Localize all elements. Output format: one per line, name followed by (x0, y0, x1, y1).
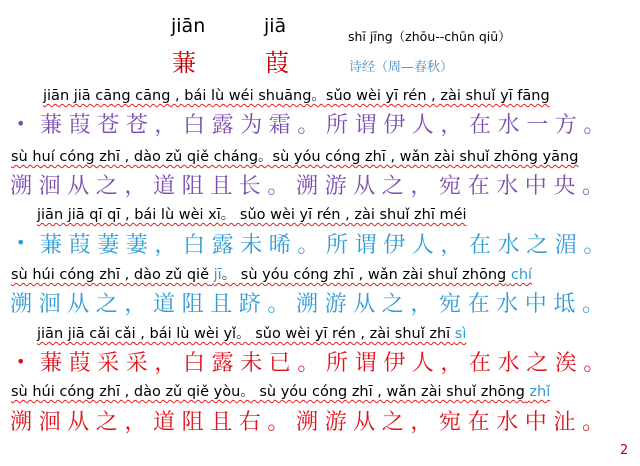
stanza-3-pinyin-a-main: jiān jiā cǎi cǎi , bái lù wèi yǐ。 sǔo wèi yī rén , zài shuǐ zhī (37, 326, 451, 342)
stanza-1-pinyin-b: sù huí cóng zhī , dào zǔ qiě cháng。sù yóu cóng zhī , wǎn zài shuǐ zhōng yāng (11, 149, 579, 165)
stanza-3-text-b: 溯洄从之，道阻且右。溯游从之，宛在水中沚。 (10, 410, 611, 435)
title-pinyin-2: jiā (264, 15, 287, 37)
stanza-1-text-a: 蒹葭苍苍，白露为霜。所谓伊人，在水一方。 (40, 113, 613, 138)
stanza-2-pinyin-a: jiān jiā qī qī , bái lù wèi xī。 sǔo wèi yī rén , zài shuǐ zhī méi (37, 207, 467, 223)
stanza-2-pinyin-b (11, 263, 532, 284)
stanza-3-pinyin-b (11, 380, 550, 401)
stanza-1-pinyin-a: jiān jiā cāng cāng , bái lù wéi shuāng。sǔo wèi yī rén , zài shuǐ yī fāng (43, 88, 550, 104)
stanza-3-pinyin-a (37, 322, 466, 343)
title-pinyin-1: jiān (171, 15, 206, 37)
stanza-3-text-a: 蒹葭采采，白露未已。所谓伊人，在水之涘。 (40, 351, 613, 376)
page-number: 2 (620, 443, 629, 458)
stanza-3-pinyin-b-end: zhǐ (529, 384, 551, 400)
title-char-1: 蒹 (172, 49, 198, 77)
stanza-3-pinyin-a-end: sì (454, 326, 467, 342)
stanza-1-bullet: • (16, 114, 26, 133)
source-pinyin: shī jīng（zhōu--chūn qiū） (348, 29, 511, 44)
stanza-1-text-b: 溯洄从之，道阻且长。溯游从之，宛在水中央。 (10, 174, 611, 199)
stanza-2-pinyin-b-rest: 。 sù yóu cóng zhī , wǎn zài shuǐ zhōng (221, 267, 507, 283)
stanza-2-text-b: 溯洄从之，道阻且跻。溯游从之，宛在水中坻。 (10, 292, 611, 317)
stanza-2-text-a: 蒹葭萋萋，白露未晞。所谓伊人，在水之湄。 (40, 233, 613, 258)
stanza-2-bullet: • (16, 233, 26, 252)
stanza-3-pinyin-b-main: sù húi cóng zhī , dào zǔ qiě yòu。 sù yóu cóng zhī , wǎn zài shuǐ zhōng (11, 384, 525, 400)
stanza-2-pinyin-b-end: chí (510, 267, 533, 283)
stanza-3-bullet: • (16, 352, 26, 371)
stanza-2-pinyin-b-special: jī (213, 267, 222, 283)
stanza-2-pinyin-b-main: sù húi cóng zhī , dào zǔ qiě (11, 267, 210, 283)
source-title: 诗经（周—春秋） (349, 60, 454, 75)
title-char-2: 葭 (265, 49, 291, 77)
